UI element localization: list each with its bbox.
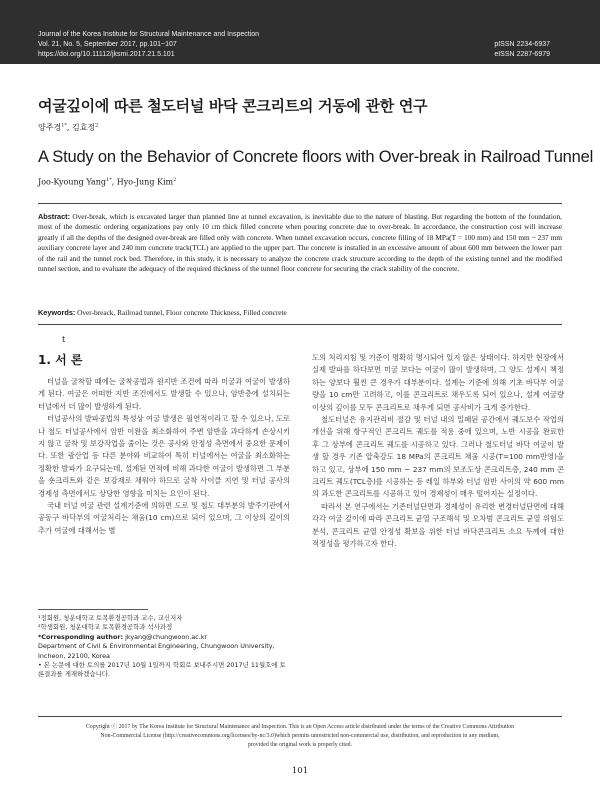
journal-volume: Vol. 21, No. 5, September 2017, pp.101~107: [38, 41, 177, 48]
abstract-text: Over-break, which is excavated larger than planned line at tunnel excavation, is inevitable due to the nature of blasting. But regarding the bottom of the foundation, most of the domestic ordering organizations pay only 10 cm thick filled concrete when pouring concrete due to over-break. In accordance, the construction cost will increase greatly if all the depths of the designed over-break are filled only with concrete. When tunnel excavation occurs, concrete filling of 18 MPa(T = 100 mm) and 150 mm ~ 237 mm auxiliary concrete layer and 240 mm concrete track(TCL) are applied to the upper part. The concrete is installed in an excessive amount of about 600 mm between the lower part of the rail and the tunnel rock bed. Therefore, in this study, it is necessary to analyze the concrete crack structure according to the depth of the existing tunnel and the modified tunnel section, and to evaluate the adequacy of the required thickness of the tunnel floor concrete for securing the crack stability of the concrete.: [38, 212, 562, 274]
abstract-label: Abstract:: [38, 212, 71, 221]
copyright-line-2: Non-Commercial License (http://creativecommons.org/licenses/by-nc/3.0)which permits unrestricted non-commercial use, distribution, and reproduction in any medium,: [100, 733, 500, 739]
author-2-en-affil: 2: [173, 177, 177, 183]
copyright-line-1: Copyright ⓒ 2017 by The Korea Institute for Structural Maintenance and Inspection. This is an Open Access article distributed under the terms of the Creative Commons Attribution: [85, 724, 515, 730]
doi-link[interactable]: https://doi.org/10.11112/jksmi.2017.21.5.101: [38, 51, 175, 58]
abstract-bottom-rule: [38, 324, 562, 325]
korean-authors: [38, 122, 98, 133]
footnote-discussion: • 본 논문에 대한 토의를 2017년 10월 1일까지 학회로 보내주시면 2017년 11월호에 토론결과를 게재하겠습니다.: [38, 661, 286, 679]
author-2-en: Hyo-Jung Kim: [116, 177, 174, 187]
footnote-rule: [38, 609, 148, 610]
english-title: A Study on the Behavior of Concrete floors with Over-break in Railroad Tunnel: [38, 148, 594, 166]
korean-title: 여굴깊이에 따른 철도터널 바닥 콘크리트의 거동에 관한 연구: [38, 97, 428, 115]
author-separator: ,: [111, 177, 117, 187]
author-2-ko-affil: 2: [95, 122, 99, 129]
issn-info: [494, 40, 550, 60]
paragraph: 철도터널은 유지관리비 절감 및 터널 내의 밀폐된 공간에서 궤도보수 작업의 개선을 위해 항구적인 콘크리트 궤도를 적용 중에 있으며, 노반 시공을 완료한 후 그 상부에 콘크리트 궤도를 시공하고 있다. 그러나 철도터널 바닥 여굴이 발생 할 경우 기존 압축강도 18 MPa의 콘크리트 채움 시공(T=100 mm반영)을 하고 있고, 상부에 150 mm ~ 237 mm의 보조도상 콘크리트층, 240 mm 콘크리트 궤도(TCL층)를 시공하는 등 레일 하부와 터널 암반 사이의 약 600 mm의 과도한 콘크리트를 시공하고 있어 경제성이 매우 떨어지는 실정이다.: [312, 415, 564, 499]
footnote-corresponding: [38, 633, 290, 642]
stray-character: t: [62, 335, 66, 344]
left-column: [38, 376, 290, 537]
paragraph: 도의 처리지침 및 기준이 명확히 명시되어 있지 않은 상태이다. 하지만 현장에서 실제 발파를 하다보면 미굴 보다는 여굴이 많이 발생하며, 그 양도 설계시 책정하는 양보다 훨씬 큰 경우가 대부분이다. 설계는 기준에 의해 기초 바닥부 여굴량을 10 cm만 고려하고, 이를 콘크리트로 채우도록 되어 있으나, 설계 여굴량 이상의 깊이를 모두 콘크리트로 채우게 되면 공사비가 크게 증가한다.: [312, 353, 564, 412]
abstract: [38, 212, 562, 274]
section-heading-intro: 1. 서 론: [38, 353, 83, 367]
paragraph: 터널을 굴착할 때에는 굴착공법과 원지반 조건에 따라 미굴과 여굴이 발생하게 된다. 여굴은 어떠한 지반 조건에서도 발생할 수 있으나, 암반층에 설치되는 터널에서 더 많이 발생하게 된다.: [38, 377, 290, 411]
right-column: [312, 352, 564, 551]
copyright-line-3: provided the original work is properly cited.: [247, 742, 353, 748]
footnote-affil-1: ¹정회원, 청운대학교 토목환경공학과 교수, 교신저자: [38, 614, 183, 622]
journal-name: Journal of the Korea Institute for Structural Maintenance and Inspection: [38, 31, 260, 38]
pissn: pISSN 2234-6937: [494, 41, 550, 48]
keywords-text: Over-breack, Railroad tunnel, Floor concrete Thickness, Filled concrete: [75, 308, 287, 317]
abstract-top-rule: [38, 203, 562, 204]
author-separator: ,: [66, 123, 72, 132]
corresponding-email[interactable]: jkyang@chungwoon.ac.kr: [123, 632, 208, 641]
footnotes: [38, 614, 290, 680]
author-1-ko: 양주경: [38, 123, 62, 132]
author-2-ko: 김효정: [71, 123, 96, 132]
journal-info: [38, 30, 259, 60]
page-number: 101: [291, 766, 309, 776]
author-1-ko-affil: 1*: [61, 122, 67, 129]
english-authors: [38, 177, 176, 187]
journal-banner: [0, 0, 600, 64]
author-1-en-affil: 1*: [106, 177, 112, 183]
paragraph: 따라서 본 연구에서는 기존터널단면과 경제성이 유리한 변경터널단면에 대해 각각 여굴 깊이에 따라 콘크리트 균열 구조해석 및 오차범 콘크리트 균열 위험도 분석, 콘크리트 균열 안정성 확보을 위한 터널 바닥콘크리트 소요 두께에 대한 적정성을 평가하고자 한다.: [312, 501, 564, 549]
footnote-department: Department of Civil & Environmental Engineering, Chungwoon University, Incheon, 22100, Korea: [38, 642, 275, 660]
paragraph: 터널공사의 발파공법의 특성상 여굴 발생은 필연적이라고 할 수 있으나, 도로나 철도 터널공사에서 암반 이완을 최소화하여 주변 암반을 과다하게 손상시키지 않고 굴착 및 보강작업을 줄이는 것은 공사와 안정성 측면에서 중요한 문제이다. 또한 광산업 등 다른 분야와 비교하여 특히 터널에서는 여굴을 최소화하는 정확한 발파가 요구되는데, 설계된 면적에 비해 과다한 여굴이 발생하면 그 부분을 숏크리트와 같은 보강재로 채워야 하므로 굴착 사이클 지연 및 터널 공사의 경제성 측면에서도 상당한 영향을 미치는 요인이 된다.: [38, 414, 290, 498]
keywords-label: Keywords:: [38, 308, 76, 317]
keywords: [38, 308, 562, 318]
author-1-en: Joo-Kyoung Yang: [38, 177, 107, 187]
corresponding-label: *Corresponding author:: [38, 632, 124, 641]
copyright-notice: [38, 723, 562, 750]
copyright-rule: [38, 716, 562, 717]
footnote-affil-2: ²학생회원, 청운대학교 토목환경공학과 석사과정: [38, 623, 173, 632]
paragraph: 국내 터널 여굴 관련 설계기준에 의하면 도로 및 철도 대부분의 발주기관에서 공동구 바닥부의 여굴처리는 채움(10 cm)으로 되어 있으며, 그 이상의 깊이의 추가 여굴에 대해서는 별: [38, 501, 290, 535]
eissn: eISSN 2287-6979: [494, 51, 550, 58]
